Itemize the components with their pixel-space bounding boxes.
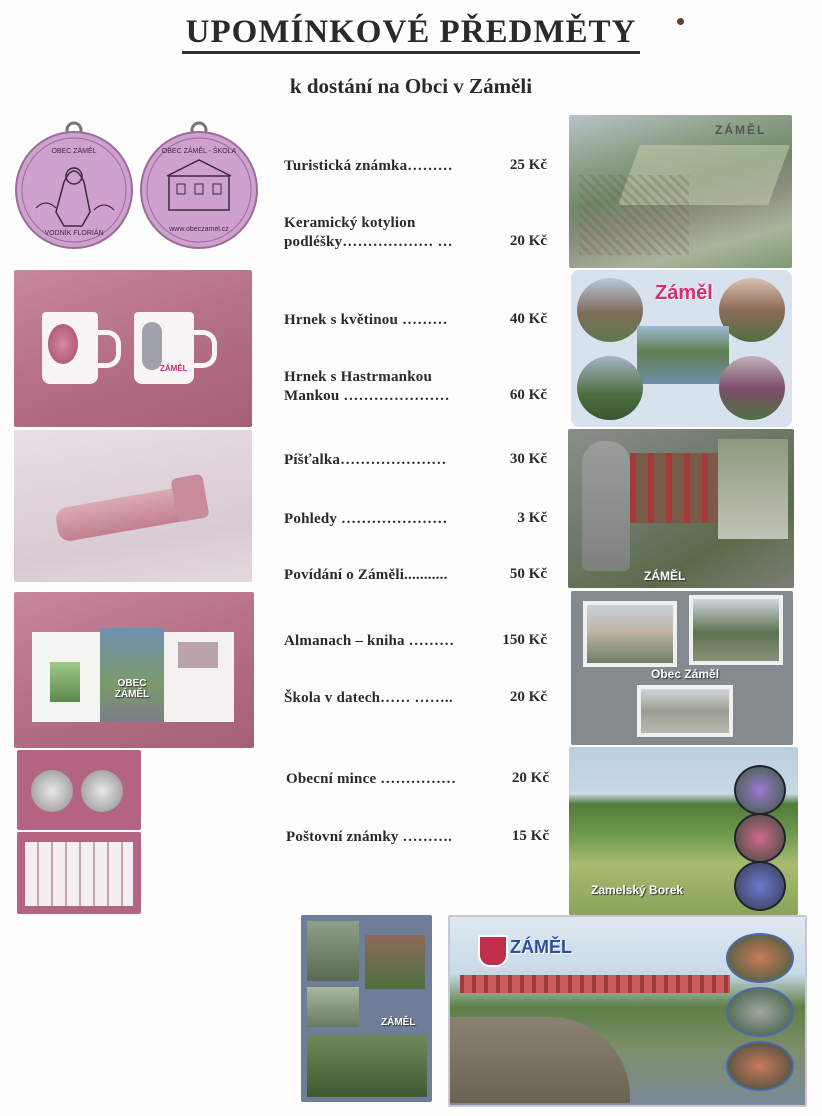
photo-whistle — [14, 430, 252, 582]
item-name: Pohledy ………………… — [284, 511, 448, 527]
item-price: 60 Kč — [509, 387, 547, 403]
mug-label: ZÁMĚL — [160, 364, 188, 373]
medal-vodnik — [14, 118, 134, 250]
mug-right — [134, 312, 194, 384]
postcard-small — [301, 915, 432, 1102]
photo-coins — [17, 750, 141, 830]
photo-books — [14, 592, 254, 748]
item-price: 3 Kč — [517, 510, 547, 526]
item-name: Mankou ………………… — [284, 388, 450, 404]
page-subtitle: k dostání na Obci v Záměli — [289, 74, 533, 98]
item-price: 20 Kč — [509, 233, 547, 249]
medal-skola-top-text: OBEC ZÁMĚL - ŠKOLA — [161, 148, 237, 155]
page-title: UPOMÍNKOVÉ PŘEDMĚTY — [0, 14, 822, 51]
item-name: Almanach – kniha ……… — [284, 633, 455, 649]
medal-skola-bottom-text: www.obeczamel.cz — [169, 226, 229, 233]
item-price: 20 Kč — [509, 689, 547, 705]
item-price: 150 Kč — [502, 632, 547, 648]
item-price: 25 Kč — [509, 157, 547, 173]
postcard-aerial-label: ZÁMĚL — [715, 123, 767, 137]
postcard-aerial — [569, 115, 792, 268]
item-price: 30 Kč — [509, 451, 547, 467]
item-name: Poštovní známky ………. — [286, 829, 453, 845]
item-name: Keramický kotylion — [284, 215, 416, 231]
coat-of-arms-icon — [478, 935, 508, 967]
postcard-school — [571, 591, 793, 745]
postcard-borek — [569, 747, 798, 915]
postcard-small-label: ZÁMĚL — [381, 1017, 416, 1028]
photo-stamps — [17, 832, 141, 914]
item-name: Škola v datech…… …….. — [284, 690, 453, 706]
item-price: 20 Kč — [511, 770, 549, 786]
item-name: podléšky……………… … — [284, 234, 453, 250]
postcard-statue — [568, 429, 794, 588]
item-name: Píšťalka………………… — [284, 452, 447, 468]
postcard-bridge-label: ZÁMĚL — [510, 937, 572, 957]
postcard-flowers-label: Záměl — [655, 282, 713, 304]
book-title: OBEC ZÁMĚL — [114, 678, 150, 700]
postcard-bridge — [448, 915, 807, 1107]
item-name: Obecní mince …………… — [286, 771, 457, 787]
medal-skola — [139, 118, 259, 250]
item-name: Turistická známka……… — [284, 158, 453, 174]
postcard-school-label: Obec Záměl — [651, 667, 720, 681]
item-price: 40 Kč — [509, 311, 547, 327]
item-name: Hrnek s Hastrmankou — [284, 369, 432, 385]
item-name: Povídání o Záměli........... — [284, 567, 448, 583]
item-name: Hrnek s květinou ……… — [284, 312, 448, 328]
postcard-flowers — [571, 270, 792, 427]
medal-vodnik-top-text: OBEC ZÁMĚL — [51, 148, 97, 155]
postcard-statue-label: ZÁMĚL — [644, 569, 686, 583]
postcard-borek-label: Zamelský Borek — [591, 883, 684, 897]
item-price: 50 Kč — [509, 566, 547, 582]
photo-mugs — [14, 270, 252, 427]
item-price: 15 Kč — [511, 828, 549, 844]
mug-left — [42, 312, 98, 384]
medal-vodnik-bottom-text: VODNÍK FLORIÁN — [44, 230, 104, 237]
